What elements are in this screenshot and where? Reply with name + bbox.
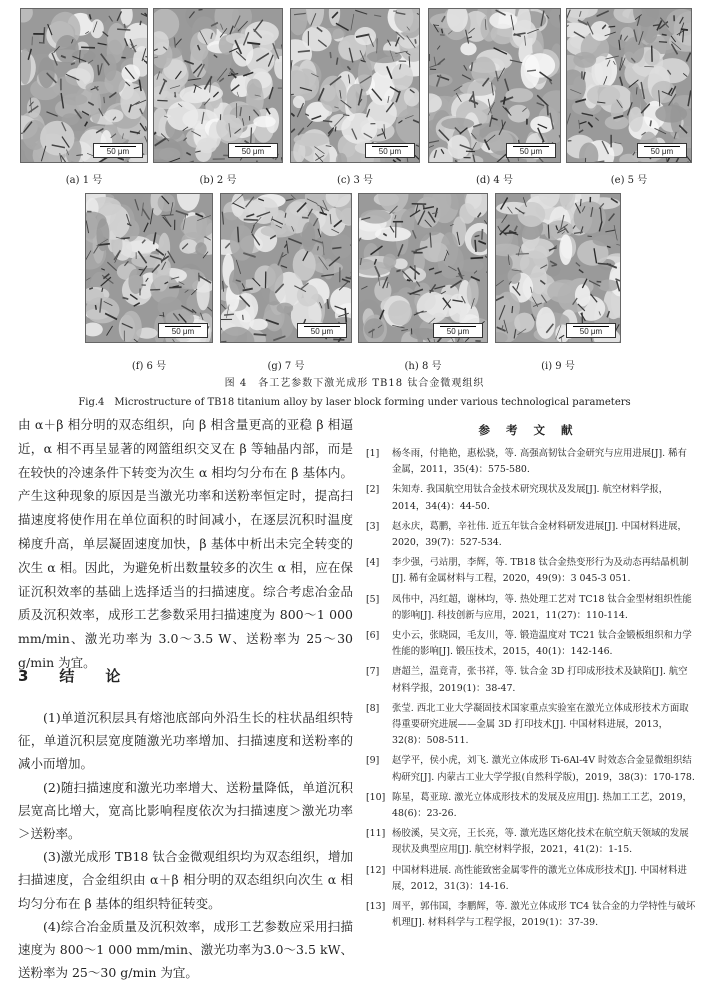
reference-text: 赵永庆，葛鹏，辛社伟. 近五年钛合金材料研发进展[J]. 中国材料进展，2020，39(7)：527-534. [392,521,687,548]
micrograph-c [290,8,420,163]
scale-bar-label: 50 μm [298,327,346,337]
panel-caption-g: (g) 7 号 [220,357,352,372]
reference-item [366,863,696,895]
panel-caption-f: (f) 6 号 [85,357,213,372]
micrograph-g [220,193,352,343]
reference-item [366,482,696,514]
reference-text: 陈星，葛亚琼. 激光立体成形技术的发展及应用[J]. 热加工工艺，2019，48(6)：23-26. [392,792,692,819]
conclusion-item: (4)综合冶金质量及沉积效率，成形工艺参数应采用扫描速度为 800～1 000 mm/min、激光功率为3.0～3.5 kW、送粉率为 25～30 g/min 为宜。 [18,915,353,984]
micrograph-i [495,193,621,343]
reference-item [366,790,696,822]
reference-number: [1] [366,446,379,462]
panel-caption-h: (h) 8 号 [358,357,488,372]
figure-caption-cn: 图 4 各工艺参数下激光成形 TB18 钛合金微观组织 [0,374,709,389]
reference-text: 杨冬雨，付艳艳，惠松骁，等. 高强高韧钛合金研究与应用进展[J]. 稀有金属，2011，35(4)：575-580. [392,448,687,475]
reference-number: [8] [366,701,379,717]
reference-item [366,664,696,696]
scale-bar [506,143,556,158]
reference-number: [7] [366,664,379,680]
panel-caption-a: (a) 1 号 [20,171,148,186]
scale-bar-label: 50 μm [507,147,555,157]
reference-number: [2] [366,482,379,498]
reference-item [366,753,696,785]
reference-number: [6] [366,628,379,644]
scale-bar [93,143,143,158]
reference-item [366,826,696,858]
scale-bar-label: 50 μm [434,327,482,337]
panel-caption-d: (d) 4 号 [428,171,561,186]
reference-number: [9] [366,753,379,769]
scale-bar-label: 50 μm [638,147,686,157]
reference-number: [13] [366,899,385,915]
micrograph-e [566,8,692,163]
panel-caption-e: (e) 5 号 [566,171,692,186]
reference-item [366,446,696,478]
reference-item [366,899,696,931]
scale-bar [365,143,415,158]
scale-bar [297,323,347,338]
reference-text: 史小云，张晓园，毛友川，等. 锻造温度对 TC21 钛合金锻板组织和力学性能的影响[J]. 锻压技术，2015，40(1)：142-146. [392,630,692,657]
reference-number: [12] [366,863,385,879]
section-heading: 3 结 论 [18,665,128,686]
reference-number: [5] [366,592,379,608]
scale-bar [433,323,483,338]
scale-bar [228,143,278,158]
conclusions-list [18,706,353,984]
reference-text: 张莹. 西北工业大学凝固技术国家重点实验室在激光立体成形技术方面取得重要研究进展——金属 3D 打印技术[J]. 中国材料进展，2013，32(8)：508-511. [392,703,689,746]
scale-bar [637,143,687,158]
reference-item [366,592,696,624]
scale-bar-label: 50 μm [567,327,615,337]
panel-caption-c: (c) 3 号 [290,171,420,186]
scale-bar-label: 50 μm [159,327,207,337]
scale-bar-label: 50 μm [366,147,414,157]
reference-number: [11] [366,826,385,842]
reference-text: 周平，郭伟国，李鹏辉，等. 激光立体成形 TC4 钛合金的力学特性与破坏机理[J]. 材料科学与工程学报，2019(1)：37-39. [392,901,695,928]
panel-caption-i: (i) 9 号 [495,357,621,372]
reference-text: 朱知寿. 我国航空用钛合金技术研究现状及发展[J]. 航空材料学报，2014，34(4)：44-50. [392,484,668,511]
conclusion-item: (1)单道沉积层具有熔池底部向外沿生长的柱状晶组织特征，单道沉积层宽度随激光功率增加、扫描速度和送粉率的减小而增加。 [18,706,353,776]
conclusion-item: (2)随扫描速度和激光功率增大、送粉量降低，单道沉积层宽高比增大，宽高比影响程度依次为扫描速度＞激光功率＞送粉率。 [18,776,353,846]
reference-text: 李少强，弓站朋，李辉，等. TB18 钛合金热变形行为及动态再结晶机制[J]. 稀有金属材料与工程，2020，49(9)：3 045-3 051. [392,557,689,584]
micrograph-b [153,8,283,163]
conclusion-item: (3)激光成形 TB18 钛合金微观组织均为双态组织，增加扫描速度，合金组织由 α＋β 相分明的双态组织向次生 α 相均匀分布在 β 基体的组织特征转变。 [18,845,353,915]
references-list [366,446,696,935]
micrograph-a [20,8,148,163]
reference-item [366,701,696,750]
reference-item [366,628,696,660]
panel-caption-b: (b) 2 号 [153,171,283,186]
reference-number: [10] [366,790,385,806]
reference-text: 杨胶溪，吴文亮，王长亮，等. 激光选区熔化技术在航空航天领域的发展现状及典型应用[J]. 航空材料学报，2021，41(2)：1-15. [392,828,689,855]
reference-text: 中国材料进展. 高性能致密金属零件的激光立体成形技术[J]. 中国材料进展，2012，31(3)：14-16. [392,865,687,892]
reference-number: [3] [366,519,379,535]
micrograph-d [428,8,561,163]
figure-caption-en: Fig.4 Microstructure of TB18 titanium alloy by laser block forming under various technological parameters [0,393,709,408]
scale-bar-label: 50 μm [229,147,277,157]
scale-bar-label: 50 μm [94,147,142,157]
body-text-column [18,413,353,675]
micrograph-h [358,193,488,343]
reference-item [366,555,696,587]
reference-text: 唐超兰，温竟青，张书祥，等. 钛合金 3D 打印成形技术及缺陷[J]. 航空材料学报，2019(1)：38-47. [392,666,688,693]
body-paragraph: 由 α＋β 相分明的双态组织，向 β 相含量更高的亚稳 β 相逼近，α 相不再呈显著的网篮组织交叉在 β 等轴晶内部，而是在较快的冷速条件下转变为次生 α 相均匀分布在 β 基体内。产生这种现象的原因是当激光功率和送粉率恒定时，提高扫描速度将使作用在单位面积的时间减小，在逐层沉积时温度梯度升高，单层凝固速度加快，β 基体中析出未完全转变的次生 α 相。因此，为避免析出数量较多的次生 α 相，应在保证沉积效率的基础上选择适当的扫描速度。综合考虑冶金品质及沉积效率，成形工艺参数采用扫描速度为 800～1 000 mm/min、激光功率为 3.0～3.5 W、送粉率为 25～30 g/min 为宜。 [18,413,353,675]
reference-text: 凤伟中，冯红超，谢林均，等. 热处理工艺对 TC18 钛合金型材组织性能的影响[J]. 科技创新与应用，2021，11(27)：110-114. [392,594,692,621]
reference-text: 赵学平，侯小虎，刘飞. 激光立体成形 Ti-6Al-4V 时效态合金显微组织结构研究[J]. 内蒙古工业大学学报(自然科学版)，2019，38(3)：170-178. [392,755,695,782]
scale-bar [566,323,616,338]
scale-bar [158,323,208,338]
references-heading: 参 考 文 献 [366,422,691,438]
micrograph-f [85,193,213,343]
reference-number: [4] [366,555,379,571]
reference-item [366,519,696,551]
